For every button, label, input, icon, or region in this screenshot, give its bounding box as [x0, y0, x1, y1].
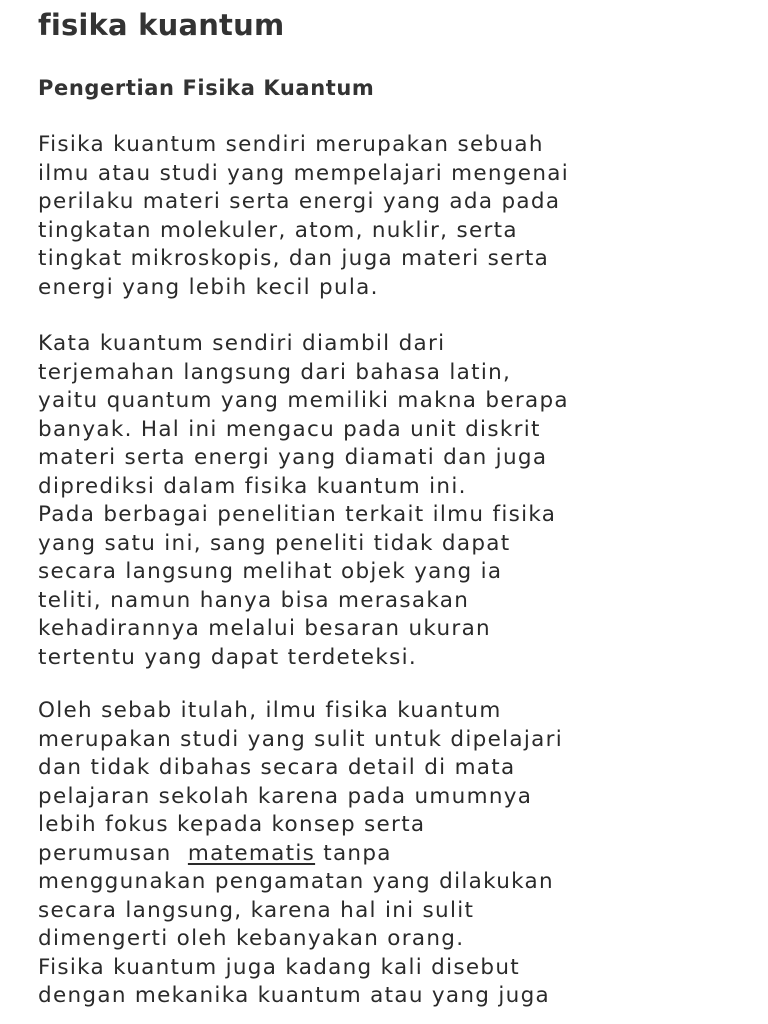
text-line: Kata kuantum sendiri diambil dari: [38, 331, 446, 356]
text-line: Fisika kuantum juga kadang kali disebut: [38, 954, 521, 980]
text-line: pelajaran sekolah karena pada umumnya: [38, 783, 533, 809]
text-line: energi yang lebih kecil pula.: [38, 274, 379, 300]
text-line: perilaku materi serta energi yang ada pada: [38, 189, 561, 214]
text-line: secara langsung, karena hal ini sulit: [38, 897, 475, 923]
text-line: tingkatan molekuler, atom, nuklir, serta: [38, 217, 518, 243]
text-line: secara langsung melihat objek yang ia: [38, 559, 503, 584]
text-line: Pada berbagai penelitian terkait ilmu fisika: [38, 502, 557, 527]
text-line: tertentu yang dapat terdeteksi.: [38, 644, 417, 670]
text-line: yang satu ini, sang peneliti tidak dapat: [38, 530, 511, 556]
text-line: Oleh sebab itulah, ilmu fisika kuantum: [38, 698, 502, 723]
text-line: teliti, namun hanya bisa merasakan: [38, 587, 470, 613]
link-prefix: perumusan: [38, 840, 180, 866]
text-line: Fisika kuantum sendiri merupakan sebuah: [38, 132, 544, 157]
page-title: fisika kuantum: [38, 8, 285, 42]
paragraph-etymology: [38, 330, 569, 672]
text-line: lebih fokus kepada konsep serta: [38, 812, 426, 837]
text-line: yaitu quantum yang memiliki makna berapa: [38, 388, 569, 413]
text-line: terjemahan langsung dari bahasa latin,: [38, 359, 512, 385]
link-suffix: tanpa: [315, 840, 392, 866]
matematis-link[interactable]: matematis: [187, 840, 316, 866]
text-line: dengan mekanika kuantum atau yang juga: [38, 983, 551, 1008]
text-line: ilmu atau studi yang mempelajari mengenai: [38, 160, 569, 186]
paragraph-difficulty: [38, 697, 563, 1011]
text-line: banyak. Hal ini mengacu pada unit diskrit: [38, 416, 541, 442]
text-line: merupakan studi yang sulit untuk dipelajari: [38, 726, 564, 752]
text-line: tingkat mikroskopis, dan juga materi serta: [38, 246, 550, 271]
text-line-with-link: [38, 840, 563, 869]
text-line: menggunakan pengamatan yang dilakukan: [38, 869, 554, 894]
text-line: diprediksi dalam fisika kuantum ini.: [38, 473, 467, 499]
text-line: kehadirannya melalui besaran ukuran: [38, 616, 491, 641]
paragraph-definition: [38, 131, 569, 302]
text-line: dan tidak dibahas secara detail di mata: [38, 755, 516, 780]
text-line: dimengerti oleh kebanyakan orang.: [38, 926, 465, 951]
text-line: materi serta energi yang diamati dan juga: [38, 445, 548, 470]
section-heading: Pengertian Fisika Kuantum: [38, 76, 375, 100]
